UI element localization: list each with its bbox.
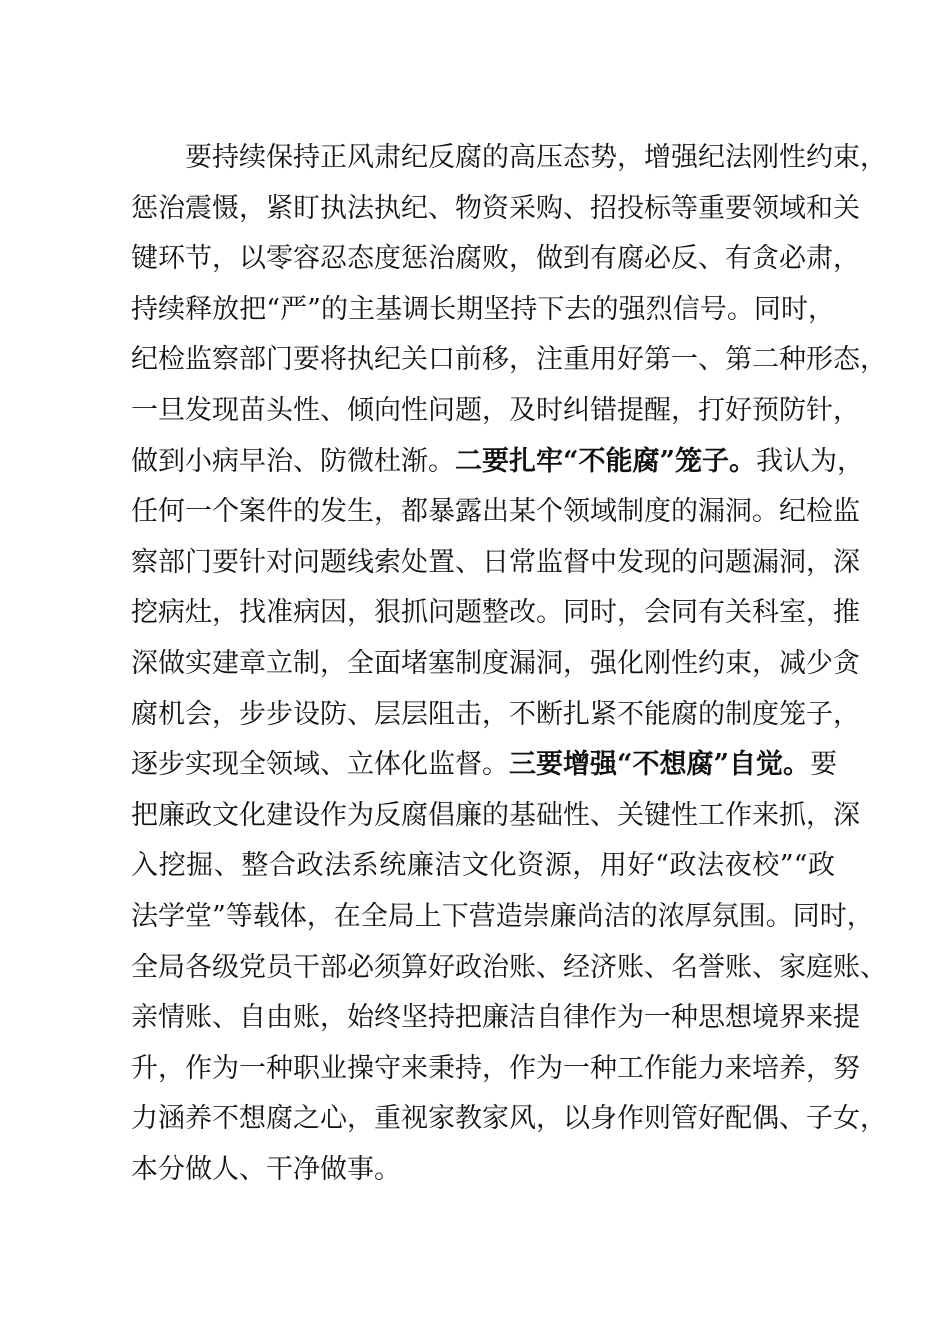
text-segment: 惩治震慑，紧盯执法执纪、物资采购、招投标等重要领域和关 — [131, 192, 860, 224]
text-segment: 一旦发现苗头性、倾向性问题，及时纠错提醒，打好预防针， — [131, 394, 860, 426]
text-segment: 任何一个案件的发生，都暴露出某个领域制度的漏洞。纪检监 — [131, 496, 860, 528]
text-line — [131, 841, 835, 892]
text-segment: 腐机会，步步设防、层层阻击，不断扎紧不能腐的制度笼子， — [131, 698, 860, 730]
text-segment: 持续释放把“严”的主基调长期坚持下去的强烈信号。同时， — [131, 293, 835, 325]
text-segment: 逐步实现全领域、立体化监督。 — [131, 749, 509, 781]
text-segment: 察部门要针对问题线索处置、日常监督中发现的问题漏洞，深 — [131, 546, 860, 578]
text-segment: 把廉政文化建设作为反腐倡廉的基础性、关键性工作来抓，深 — [131, 799, 860, 831]
text-segment: 要持续保持正风肃纪反腐的高压态势，增强纪法刚性约束， — [185, 142, 887, 173]
bold-heading-segment: 三要增强“不想腐”自觉。 — [509, 749, 811, 781]
body-paragraph — [131, 133, 887, 1195]
text-line — [131, 588, 860, 639]
text-line — [131, 1094, 887, 1145]
text-line — [131, 234, 860, 285]
text-line — [131, 690, 860, 741]
text-line — [131, 740, 838, 791]
text-line — [131, 386, 860, 437]
text-line — [131, 639, 860, 690]
text-line — [131, 892, 874, 943]
text-segment: 挖病灶，找准病因，狠抓问题整改。同时，会同有关科室，推 — [131, 597, 860, 629]
text-segment: 纪检监察部门要将执纪关口前移，注重用好第一、第二种形态， — [131, 344, 887, 376]
text-line — [131, 993, 860, 1044]
text-line — [131, 943, 887, 994]
text-segment: 升，作为一种职业操守来秉持，作为一种工作能力来培养，努 — [131, 1052, 860, 1084]
text-segment: 力涵养不想腐之心，重视家教家风，以身作则管好配偶、子女， — [131, 1103, 887, 1135]
text-line — [131, 1044, 860, 1095]
text-segment: 要 — [810, 749, 838, 781]
text-line — [131, 538, 860, 589]
text-segment: 键环节，以零容忍态度惩治腐败，做到有腐必反、有贪必肃， — [131, 243, 860, 275]
text-line — [131, 487, 860, 538]
text-line — [131, 184, 860, 235]
text-segment: 法学堂”等载体，在全局上下营造崇廉尚洁的浓厚氛围。同时， — [131, 900, 874, 932]
text-line — [131, 791, 860, 842]
text-segment: 入挖掘、整合政法系统廉洁文化资源，用好“政法夜校”“政 — [131, 850, 835, 882]
text-segment: 深做实建章立制，全面堵塞制度漏洞，强化刚性约束，减少贪 — [131, 647, 860, 679]
text-line — [131, 1145, 835, 1196]
text-segment: 本分做人、干净做事。 — [131, 1153, 401, 1185]
text-line — [131, 133, 887, 184]
bold-heading-segment: 二要扎牢“不能腐”笼子。 — [455, 445, 757, 477]
text-segment: 做到小病早治、防微杜渐。 — [131, 445, 455, 477]
text-segment: 我认为， — [756, 445, 865, 477]
text-segment: 亲情账、自由账，始终坚持把廉洁自律作为一种思想境界来提 — [131, 1002, 860, 1034]
text-segment: 全局各级党员干部必须算好政治账、经济账、名誉账、家庭账、 — [131, 951, 887, 983]
text-line — [131, 285, 835, 336]
text-line — [131, 437, 865, 488]
text-line — [131, 335, 887, 386]
